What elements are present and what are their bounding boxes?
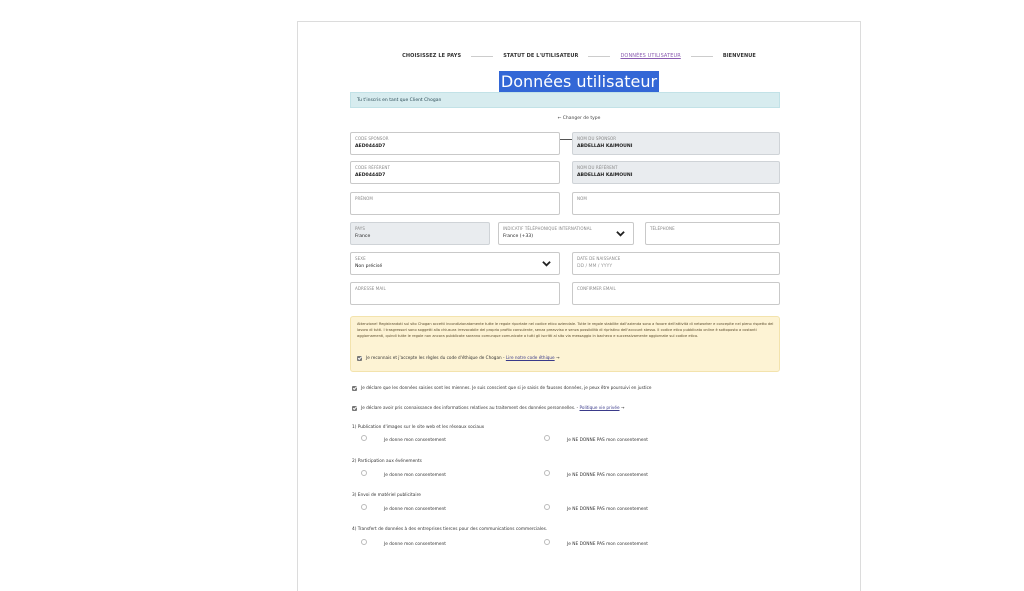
chevron-down-icon: [542, 259, 551, 268]
country-field: [350, 222, 490, 245]
privacy-policy-link[interactable]: Politique vie privée: [579, 405, 620, 410]
page-title: Données utilisateur: [500, 72, 658, 91]
field-label: NOM DU RÉFÉRENT: [577, 165, 618, 170]
field-label: CODE SPONSOR: [355, 136, 389, 141]
checkbox-checked-icon[interactable]: [352, 386, 357, 391]
radio-consent-yes[interactable]: [361, 504, 367, 510]
radio-consent-yes[interactable]: [361, 539, 367, 545]
phone-code-select[interactable]: [498, 222, 634, 245]
declaration-label: Je déclare avoir pris connaissance des informations relatives au traitement des données personnelles. -: [361, 405, 580, 410]
step-user-data[interactable]: DONNÉES UTILISATEUR: [620, 53, 681, 59]
step-divider: [691, 56, 713, 57]
declaration-row[interactable]: [352, 405, 624, 411]
field-placeholder: DD / MM / YYYY: [577, 264, 613, 269]
field-value: ABDELLAH KAIMOUNI: [577, 173, 633, 178]
consent-yes-label[interactable]: Je donne mon consentement: [384, 542, 446, 547]
consent-no-label[interactable]: Je NE DONNE PAS mon consentement: [567, 473, 648, 478]
ethics-checkbox-label: Je reconnais et j'accepte les règles du code d'éthique de Chogan -: [366, 355, 506, 360]
birth-date-field[interactable]: [572, 252, 780, 275]
field-value: AED0444D7: [355, 144, 386, 149]
consent-yes-label[interactable]: Je donne mon consentement: [384, 473, 446, 478]
consent-no-label[interactable]: Je NE DONNE PAS mon consentement: [567, 507, 648, 512]
field-label: DATE DE NAISSANCE: [577, 256, 621, 261]
change-type-link[interactable]: ← Changer de type: [557, 116, 601, 121]
gender-select[interactable]: [350, 252, 560, 275]
last-name-field[interactable]: [572, 192, 780, 215]
radio-consent-no[interactable]: [544, 539, 550, 545]
ethics-warning-box: [350, 316, 780, 372]
consent-yes-label[interactable]: Je donne mon consentement: [384, 438, 446, 443]
ethics-checkbox-row[interactable]: [357, 355, 559, 361]
checkbox-checked-icon[interactable]: [352, 406, 357, 411]
consent-no-label[interactable]: Je NE DONNE PAS mon consentement: [567, 542, 648, 547]
stepper: [298, 50, 860, 62]
field-label: TÉLÉPHONE: [650, 226, 675, 231]
field-label: CONFIRMER EMAIL: [577, 286, 616, 291]
field-label: ADRESSE MAIL: [355, 286, 386, 291]
field-label: NOM: [577, 196, 587, 201]
arrow-right-icon: →: [619, 405, 625, 410]
confirm-email-field[interactable]: [572, 282, 780, 305]
arrow-right-icon: →: [554, 355, 560, 360]
field-label: PRÉNOM: [355, 196, 373, 201]
field-label: PAYS: [355, 226, 365, 231]
field-label: NOM DU SPONSOR: [577, 136, 617, 141]
field-label: SEXE: [355, 256, 366, 261]
field-value: France (+33): [503, 234, 534, 239]
first-name-field[interactable]: [350, 192, 560, 215]
warning-text: Attenzione! Registrandoti sul sito Chogan accetti incondizionatamente tutte le regole riportate nel codice etico aziendale. Tutte le regole stabilite dall'azienda sono a favore dell'attività di networker e concepite nel pieno rispetto del lavoro di tutti. I trasgressori sono soggetti alla chiusura irrevocabile del proprio profilo consulente, senza preavviso e senza possibilità di ripristino dell'account stesso. Il codice etico pubblicato online è sottoposto a costanti aggiornamenti, quindi tutte le regole non ancora pubblicate saranno comunque comunicate a tutti gli iscritti al sito via messaggio in bacheca e successivamente aggiornate sul codice etico.: [357, 322, 774, 339]
consent-yes-label[interactable]: Je donne mon consentement: [384, 507, 446, 512]
ethics-code-link[interactable]: Lire notre code éthique: [505, 355, 555, 360]
consent-no-label[interactable]: Je NE DONNE PAS mon consentement: [567, 438, 648, 443]
step-welcome[interactable]: BIENVENUE: [722, 53, 756, 59]
radio-consent-no[interactable]: [544, 470, 550, 476]
email-field[interactable]: [350, 282, 560, 305]
field-value: ABDELLAH KAIMOUNI: [577, 144, 633, 149]
field-label: INDICATIF TÉLÉPHONIQUE INTERNATIONAL: [503, 226, 592, 231]
field-value: France: [355, 234, 371, 239]
step-choose-country[interactable]: CHOISISSEZ LE PAYS: [402, 53, 462, 59]
radio-consent-no[interactable]: [544, 504, 550, 510]
registration-card: [297, 21, 861, 591]
chevron-down-icon: [616, 229, 625, 238]
code-referent-field[interactable]: [350, 161, 560, 184]
consent-question: 1) Publication d'images sur le site web et les réseaux sociaux: [352, 425, 485, 430]
consent-question: 2) Participation aux événements: [352, 459, 422, 464]
consent-question: 4) Transfert de données à des entreprises tierces pour des communications commerciales.: [352, 527, 548, 532]
step-divider: [588, 56, 610, 57]
sponsor-name-field: [572, 132, 780, 155]
field-label: CODE RÉFÉRENT: [355, 165, 390, 170]
field-value: AED0444D7: [355, 173, 386, 178]
info-banner: Tu t'inscris en tant que Client Chogan: [350, 92, 780, 108]
radio-consent-no[interactable]: [544, 435, 550, 441]
phone-field[interactable]: [645, 222, 780, 245]
code-sponsor-field[interactable]: [350, 132, 560, 155]
step-divider: [471, 56, 493, 57]
declaration-row[interactable]: [352, 385, 651, 391]
radio-consent-yes[interactable]: [361, 470, 367, 476]
field-value: Non précisé: [355, 264, 383, 269]
referent-name-field: [572, 161, 780, 184]
declaration-label: Je déclare que les données saisies sont les miennes. Je suis conscient que si je saisis de fausses données, je peux être poursuivi en justice: [361, 385, 652, 390]
checkbox-checked-icon[interactable]: [357, 356, 362, 361]
radio-consent-yes[interactable]: [361, 435, 367, 441]
page-title-wrap: [298, 72, 860, 91]
consent-question: 3) Envoi de matériel publicitaire: [352, 493, 421, 498]
step-user-status[interactable]: STATUT DE L'UTILISATEUR: [503, 53, 579, 59]
